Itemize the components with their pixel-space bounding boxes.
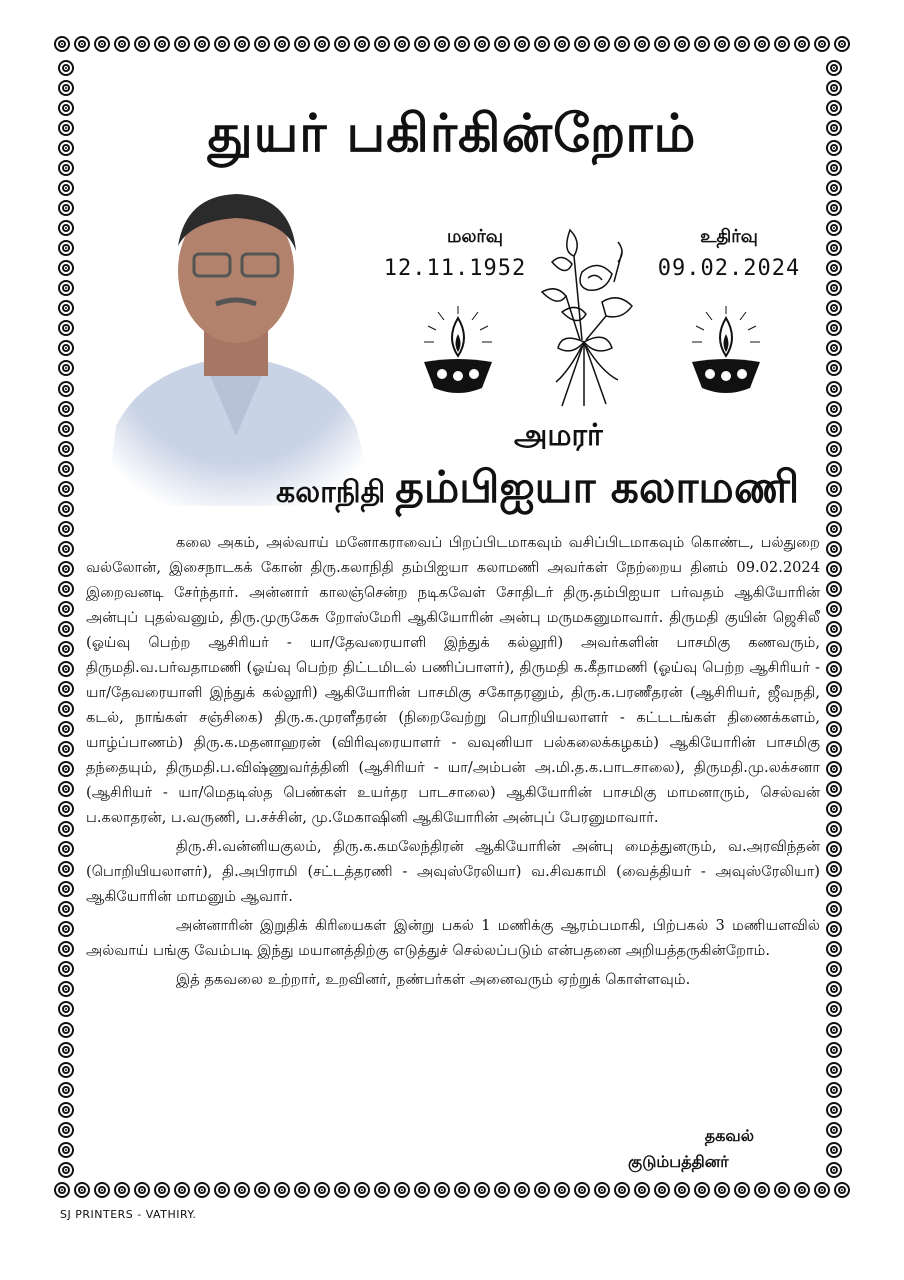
border-ornament xyxy=(354,1182,370,1198)
obituary-text xyxy=(86,530,820,996)
border-ornament xyxy=(194,36,210,52)
border-ornament xyxy=(674,36,690,52)
border-ornament xyxy=(826,1042,842,1058)
border-ornament xyxy=(58,60,74,76)
border-ornament xyxy=(826,340,842,356)
border-ornament xyxy=(826,901,842,917)
border-ornament xyxy=(58,320,74,336)
birth-label: மலர்வு xyxy=(446,226,504,247)
border-ornament xyxy=(826,80,842,96)
oil-lamp-icon xyxy=(418,304,498,404)
border-ornament xyxy=(58,821,74,837)
border-ornament xyxy=(174,36,190,52)
border-ornament xyxy=(654,36,670,52)
border-ornament xyxy=(826,921,842,937)
border-ornament xyxy=(58,801,74,817)
border-bottom xyxy=(54,1182,850,1204)
border-ornament xyxy=(58,1122,74,1138)
border-ornament xyxy=(534,1182,550,1198)
border-ornament xyxy=(58,681,74,697)
border-ornament xyxy=(414,36,430,52)
border-ornament xyxy=(58,1082,74,1098)
border-ornament xyxy=(114,36,130,52)
border-ornament xyxy=(74,36,90,52)
border-ornament xyxy=(826,741,842,757)
border-ornament xyxy=(834,1182,850,1198)
border-ornament xyxy=(474,1182,490,1198)
border-ornament xyxy=(58,360,74,376)
border-ornament xyxy=(58,1102,74,1118)
border-ornament xyxy=(58,340,74,356)
border-ornament xyxy=(58,541,74,557)
border-ornament xyxy=(594,1182,610,1198)
border-ornament xyxy=(826,60,842,76)
border-ornament xyxy=(294,36,310,52)
border-ornament xyxy=(434,36,450,52)
border-ornament xyxy=(314,36,330,52)
border-ornament xyxy=(254,1182,270,1198)
border-ornament xyxy=(534,36,550,52)
border-ornament xyxy=(826,541,842,557)
border-ornament xyxy=(774,1182,790,1198)
border-ornament xyxy=(58,921,74,937)
border-ornament xyxy=(554,1182,570,1198)
paragraph: திரு.சி.வன்னியகுலம், திரு.க.கமலேந்திரன் ஆகியோரின் அன்பு மைத்துனரும், வ.அரவிந்தன் (பொறியியலாளர்), தி.அபிராமி (சட்டத்தரணி - அவுஸ்ரேலியா) வ.சிவகாமி (வைத்தியர் - அவுஸ்ரேலியா) ஆகியோரின் மாமனும் ஆவார். xyxy=(86,838,820,905)
border-ornament xyxy=(834,36,850,52)
border-ornament xyxy=(826,821,842,837)
border-ornament xyxy=(58,1022,74,1038)
border-ornament xyxy=(814,36,830,52)
border-ornament xyxy=(826,641,842,657)
border-right xyxy=(826,60,848,1178)
border-ornament xyxy=(826,581,842,597)
border-ornament xyxy=(826,721,842,737)
border-ornament xyxy=(494,36,510,52)
border-ornament xyxy=(114,1182,130,1198)
border-ornament xyxy=(58,421,74,437)
border-ornament xyxy=(714,1182,730,1198)
border-ornament xyxy=(134,36,150,52)
border-ornament xyxy=(58,581,74,597)
border-ornament xyxy=(634,36,650,52)
flower-bouquet-icon xyxy=(522,222,646,408)
border-ornament xyxy=(214,1182,230,1198)
border-ornament xyxy=(394,36,410,52)
border-ornament xyxy=(58,601,74,617)
border-ornament xyxy=(58,1001,74,1017)
border-ornament xyxy=(58,641,74,657)
border-ornament xyxy=(58,961,74,977)
border-ornament xyxy=(734,36,750,52)
border-ornament xyxy=(134,1182,150,1198)
name-main: தம்பிஐயா கலாமணி xyxy=(395,462,800,513)
border-ornament xyxy=(58,1142,74,1158)
border-ornament xyxy=(58,761,74,777)
border-ornament xyxy=(654,1182,670,1198)
border-ornament xyxy=(574,36,590,52)
border-ornament xyxy=(58,381,74,397)
border-ornament xyxy=(294,1182,310,1198)
border-ornament xyxy=(58,441,74,457)
border-ornament xyxy=(826,220,842,236)
border-ornament xyxy=(58,481,74,497)
border-ornament xyxy=(826,881,842,897)
border-ornament xyxy=(154,1182,170,1198)
border-ornament xyxy=(826,981,842,997)
border-ornament xyxy=(826,601,842,617)
border-ornament xyxy=(58,240,74,256)
border-ornament xyxy=(58,1042,74,1058)
border-ornament xyxy=(174,1182,190,1198)
border-ornament xyxy=(826,461,842,477)
border-ornament xyxy=(826,1062,842,1078)
border-ornament xyxy=(274,1182,290,1198)
border-ornament xyxy=(58,721,74,737)
page-title: துயர் பகிர்கின்றோம் xyxy=(207,104,697,164)
border-ornament xyxy=(826,180,842,196)
honorific: அமரர் xyxy=(514,418,603,453)
border-ornament xyxy=(694,36,710,52)
name-prefix: கலாநிதி xyxy=(276,475,386,510)
border-ornament xyxy=(826,421,842,437)
border-ornament xyxy=(714,36,730,52)
border-ornament xyxy=(826,1022,842,1038)
border-ornament xyxy=(334,1182,350,1198)
border-ornament xyxy=(826,501,842,517)
border-ornament xyxy=(334,36,350,52)
border-ornament xyxy=(514,36,530,52)
border-ornament xyxy=(826,320,842,336)
border-ornament xyxy=(754,36,770,52)
border-ornament xyxy=(74,1182,90,1198)
border-ornament xyxy=(54,1182,70,1198)
border-ornament xyxy=(826,240,842,256)
border-ornament xyxy=(374,1182,390,1198)
border-ornament xyxy=(354,36,370,52)
border-ornament xyxy=(58,260,74,276)
border-top xyxy=(54,36,850,58)
border-ornament xyxy=(826,861,842,877)
border-ornament xyxy=(614,1182,630,1198)
border-ornament xyxy=(826,761,842,777)
family-label: குடும்பத்தினர் xyxy=(628,1152,729,1171)
border-ornament xyxy=(58,841,74,857)
border-ornament xyxy=(826,200,842,216)
border-ornament xyxy=(58,621,74,637)
border-ornament xyxy=(58,80,74,96)
death-label: உதிர்வு xyxy=(700,226,758,247)
border-ornament xyxy=(274,36,290,52)
border-ornament xyxy=(826,441,842,457)
border-ornament xyxy=(58,280,74,296)
border-ornament xyxy=(594,36,610,52)
border-ornament xyxy=(58,1162,74,1178)
border-ornament xyxy=(826,260,842,276)
border-ornament xyxy=(514,1182,530,1198)
paragraph: கலை அகம், அல்வாய் மனோகராவைப் பிறப்பிடமாகவும் வசிப்பிடமாகவும் கொண்ட, பல்துறை வல்லோன், இசைநாடகக் கோன் திரு.கலாநிதி தம்பிஐயா கலாமணி அவர்கள் நேற்றைய தினம் 09.02.2024 இறைவனடி சேர்ந்தார். அன்னார் காலஞ்சென்ற நடிகவேள் சோதிடர் திரு.தம்பிஐயா பர்வதம் ஆகியோரின் அன்புப் புதல்வனும், திரு.முருகேசு றோஸ்மேரி ஆகியோரின் அன்பு மருமகனுமாவார். திருமதி குயின் ஜெசிலீ (ஓய்வு பெற்ற ஆசிரியர் - யா/தேவரையாளி இந்துக் கல்லூரி) அவர்களின் பாசமிகு கணவரும், திருமதி.வ.பர்வதாமணி (ஓய்வு பெற்ற திட்டமிடல் பணிப்பாளர்), திருமதி க.கீதாமணி (ஓய்வு பெற்ற ஆசிரியர் - யா/தேவரையாளி இந்துக் கல்லூரி) ஆகியோரின் பாசமிகு சகோதரனும், திரு.க.பரணீதரன் (ஆசிரியர், ஜீவநதி, கடல், நாங்கள் சஞ்சிகை) திரு.க.முரளீதரன் (நிறைவேற்று பொறியியலாளர் - கட்டடங்கள் திணைக்களம், யாழ்ப்பாணம்) திரு.க.மதனாஹரன் (விரிவுரையாளர் - வவுனியா பல்கலைக்கழகம்) ஆகியோரின் பாசமிகு தந்தையும், திருமதி.ப.விஷ்ணுவர்த்தினி (ஆசிரியர் - யா/அம்பன் அ.மி.த.க.பாடசாலை), திருமதி.மு.லக்சனா (ஆசிரியர் - யா/மெதடிஸ்த பெண்கள் உயர்தர பாடசாலை) ஆகியோரின் பாசமிகு மாமனாரும், செல்வன் ப.கலாதரன், ப.வருணி, ப.சச்சின், மு.மேகாஷினி ஆகியோரின் அன்புப் பேரனுமாவார். xyxy=(86,534,820,826)
border-ornament xyxy=(214,36,230,52)
border-ornament xyxy=(826,661,842,677)
border-ornament xyxy=(826,701,842,717)
border-ornament xyxy=(58,1062,74,1078)
portrait-photo xyxy=(86,176,386,506)
border-ornament xyxy=(474,36,490,52)
border-ornament xyxy=(614,36,630,52)
border-ornament xyxy=(826,521,842,537)
border-ornament xyxy=(826,1102,842,1118)
border-ornament xyxy=(734,1182,750,1198)
border-ornament xyxy=(826,941,842,957)
border-ornament xyxy=(194,1182,210,1198)
border-ornament xyxy=(58,401,74,417)
border-ornament xyxy=(58,501,74,517)
border-ornament xyxy=(234,36,250,52)
border-ornament xyxy=(234,1182,250,1198)
border-ornament xyxy=(826,481,842,497)
border-ornament xyxy=(794,36,810,52)
border-ornament xyxy=(58,941,74,957)
border-ornament xyxy=(774,36,790,52)
border-ornament xyxy=(394,1182,410,1198)
border-ornament xyxy=(58,881,74,897)
border-ornament xyxy=(826,801,842,817)
border-ornament xyxy=(58,661,74,677)
paragraph: இத் தகவலை உற்றார், உறவினர், நண்பர்கள் அனைவரும் ஏற்றுக் கொள்ளவும். xyxy=(176,971,691,988)
border-ornament xyxy=(826,621,842,637)
border-ornament xyxy=(254,36,270,52)
border-ornament xyxy=(826,781,842,797)
border-ornament xyxy=(434,1182,450,1198)
border-ornament xyxy=(826,1001,842,1017)
printer-credit: SJ PRINTERS - VATHIRY. xyxy=(60,1208,197,1221)
border-ornament xyxy=(94,1182,110,1198)
border-ornament xyxy=(58,521,74,537)
border-ornament xyxy=(58,981,74,997)
death-date: 09.02.2024 xyxy=(657,256,801,281)
border-ornament xyxy=(826,841,842,857)
border-left xyxy=(58,60,80,1178)
border-ornament xyxy=(826,280,842,296)
border-ornament xyxy=(58,461,74,477)
border-ornament xyxy=(694,1182,710,1198)
border-ornament xyxy=(674,1182,690,1198)
border-ornament xyxy=(826,1162,842,1178)
border-ornament xyxy=(374,36,390,52)
border-ornament xyxy=(634,1182,650,1198)
border-ornament xyxy=(58,861,74,877)
border-ornament xyxy=(58,781,74,797)
border-ornament xyxy=(94,36,110,52)
border-ornament xyxy=(826,401,842,417)
border-ornament xyxy=(58,180,74,196)
border-ornament xyxy=(58,701,74,717)
paragraph: அன்னாரின் இறுதிக் கிரியைகள் இன்று பகல் 1 மணிக்கு ஆரம்பமாகி, பிற்பகல் 3 மணியளவில் அல்வாய் பங்கு வேம்படி இந்து மயானத்திற்கு எடுத்துச் செல்லப்படும் என்பதனை அறியத்தருகின்றோம். xyxy=(86,917,820,959)
border-ornament xyxy=(826,681,842,697)
information-label: தகவல் xyxy=(704,1126,754,1145)
border-ornament xyxy=(826,961,842,977)
oil-lamp-icon xyxy=(686,304,766,404)
border-ornament xyxy=(826,381,842,397)
border-ornament xyxy=(58,561,74,577)
border-ornament xyxy=(58,220,74,236)
border-ornament xyxy=(58,741,74,757)
birth-date: 12.11.1952 xyxy=(383,256,527,281)
border-ornament xyxy=(794,1182,810,1198)
border-ornament xyxy=(574,1182,590,1198)
border-ornament xyxy=(826,360,842,376)
border-ornament xyxy=(814,1182,830,1198)
border-ornament xyxy=(826,1142,842,1158)
border-ornament xyxy=(58,901,74,917)
border-ornament xyxy=(54,36,70,52)
deceased-name xyxy=(276,462,799,519)
border-ornament xyxy=(494,1182,510,1198)
border-ornament xyxy=(826,1122,842,1138)
border-ornament xyxy=(826,300,842,316)
border-ornament xyxy=(58,300,74,316)
border-ornament xyxy=(826,561,842,577)
border-ornament xyxy=(754,1182,770,1198)
border-ornament xyxy=(554,36,570,52)
border-ornament xyxy=(154,36,170,52)
border-ornament xyxy=(454,1182,470,1198)
border-ornament xyxy=(58,200,74,216)
border-ornament xyxy=(314,1182,330,1198)
border-ornament xyxy=(826,1082,842,1098)
border-ornament xyxy=(414,1182,430,1198)
border-ornament xyxy=(454,36,470,52)
